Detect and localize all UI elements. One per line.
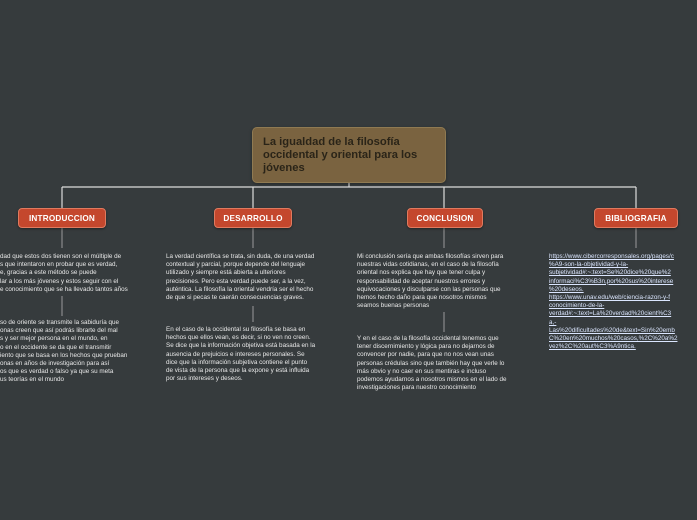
topic-introduccion-label: INTRODUCCION — [28, 213, 96, 223]
topic-conclusion[interactable] — [407, 208, 483, 228]
central-topic-title: La igualdad de la filosofía occidental y oriental para los jóvenes — [263, 136, 418, 174]
topic-bibliografia-label: BIBLIOGRAFIA — [605, 213, 667, 223]
topic-introduccion[interactable] — [18, 208, 106, 228]
note-introduccion-1[interactable]: dad que estos dos tienen son el múltiple de s que intentaron en probar que es verdad, e, gracias a este método se puede lar a los más jóvenes y estos seguir con el e conocimiento que se ha llevado tantos años — [0, 253, 128, 293]
note-introduccion-2[interactable]: so de oriente se transmite la sabiduría que onas creen que así podrás librarte del mal s y ser mejor persona en el mundo, en o en el occidente se da que el transmitir iento que se basa en los hechos que prueban onas en años de investigación para así os que es verdad o falso ya que su meta us teorías en el mundo — [0, 319, 128, 384]
topic-conclusion-label: CONCLUSION — [416, 213, 474, 223]
note-conclusion-2[interactable]: Y en el caso de la filosofía occidental tenemos que tener discernimiento y lógica para no dejarnos de convencer por nadie, para que no nos vean unas personas crédulas sino que también hay que verle lo más obvio y no caer en sus mentiras e incluso podemos ayudarnos a nosotros mismos en el lado de investigaciones para nuestro conocimiento — [357, 335, 507, 392]
note-desarrollo-1[interactable]: La verdad científica se trata, sin duda, de una verdad contextual y parcial, porque depende del lenguaje utilizado y siempre está abierta a ulteriores precisiones. Pero esta verdad puede ser, a la vez, auténtica. La filosofía la oriental vendría ser el hecho de que si pecas te caerán consecuencias graves. — [166, 253, 315, 302]
topic-desarrollo-label: DESARROLLO — [223, 213, 283, 223]
topic-bibliografia[interactable] — [594, 208, 678, 228]
note-desarrollo-2[interactable]: En el caso de la occidental su filosofía se basa en hechos que ellos vean, es decir, si no ven no creen. Se dice que la información objetiva está basada en la ausencia de prejuicios e intereses personales. Se dice que la información subjetiva contiene el punto de vista de la persona que la expone y está influida por sus intereses y deseos. — [166, 326, 316, 383]
central-topic[interactable] — [252, 127, 446, 183]
note-conclusion-1[interactable]: Mi conclusión sería que ambas filosofías sirven para nuestras vidas cotidianas, en el caso de la filosofía oriental nos explica que hay que tener culpa y responsabilidad de aceptar nuestros errores y equivocaciones y disculparse con las personas que hemos hecho daño para que nosotros mismos seamos buenas personas — [357, 253, 504, 310]
topic-desarrollo[interactable] — [214, 208, 292, 228]
note-bibliografia-links[interactable]: https://www.cibercorresponsales.org/pages/c %A9-son-la-objetividad-y-la- subjetividad#:~:text=Se%20dice%20que%2 informaci%C3%B3n,por%20sus%20interese %20deseos. https://www.unav.edu/web/ciencia-razon-y-f conocimiento-de-la- verdad#:~:text=La%20verdad%20cient%C3 a,- Las%20dificultades%20de&text=Sin%20emb C%20en%20muchos%20casos,%2C%20a%2 vez%2C%20aut%C3%A9ntica. — [549, 253, 678, 351]
